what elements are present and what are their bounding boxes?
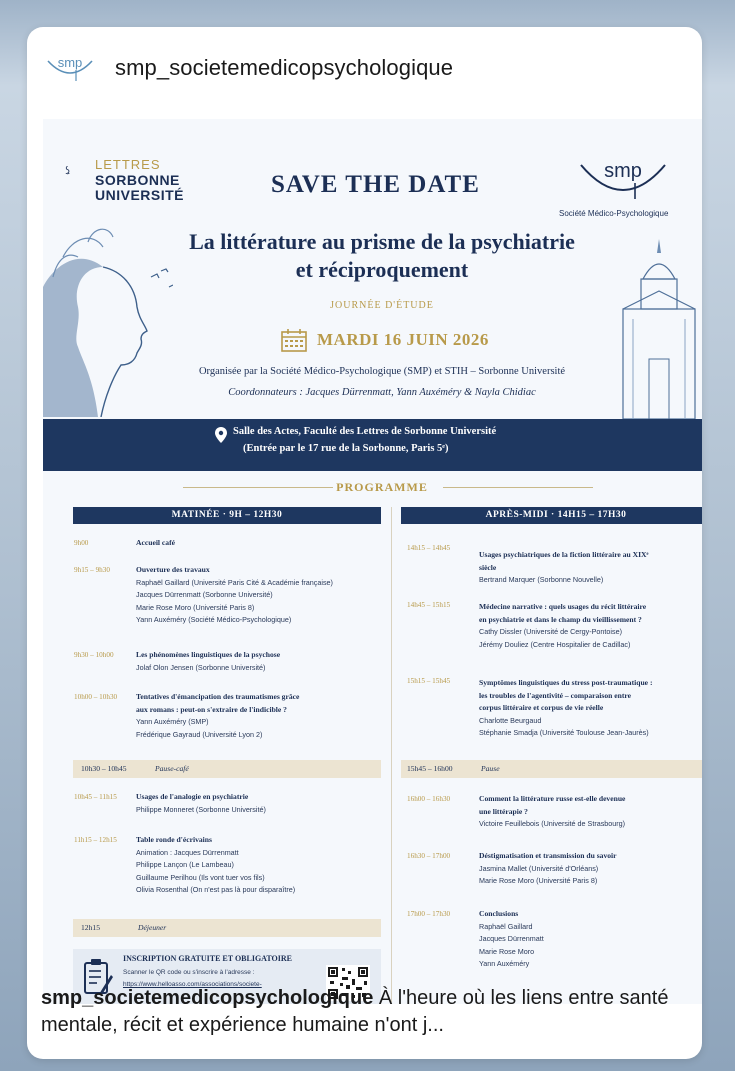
item-title: Usages psychiatriques de la fiction littéraire au XIXᵉ <box>479 550 649 559</box>
item-title: Les phénomènes linguistiques de la psychose <box>136 650 281 659</box>
venue-line2: (Entrée par le 17 rue de la Sorbonne, Paris 5ᵉ) <box>243 443 449 454</box>
lunch-label: Déjeuner <box>138 923 167 932</box>
item-time: 11h15 – 12h15 <box>74 836 117 844</box>
caption-username[interactable]: smp_societemedicopsychologique <box>41 987 374 1009</box>
item-title-cont: aux romans : peut-on s'extraire de l'indicible ? <box>136 704 287 714</box>
item-speaker: Philippe Lançon (Le Lambeau) <box>136 860 234 870</box>
event-title-line2: et réciproquement <box>295 257 469 282</box>
item-time: 9h30 – 10h00 <box>74 651 114 659</box>
pause-label: Pause <box>481 764 500 773</box>
item-speaker: Marie Rose Moro (Université Paris 8) <box>479 876 598 886</box>
item-time: 15h15 – 15h45 <box>407 677 451 685</box>
organiser-line: Organisée par la Société Médico-Psychologique (SMP) et STIH – Sorbonne Université <box>198 366 566 377</box>
item-title: Usages de l'analogie en psychiatrie <box>136 792 249 801</box>
event-date <box>281 325 489 355</box>
post-username[interactable]: smp_societemedicopsychologique <box>115 55 454 80</box>
item-speaker: Raphaël Gaillard (Université Paris Cité & Académie française) <box>136 577 333 587</box>
caption-text: À l'heure où les liens entre santé mentale, récit et expérience humaine n'ont j... <box>41 987 669 1036</box>
item-speaker: Jacques Dürrenmatt (Sorbonne Université) <box>136 590 273 600</box>
item-title: Symptômes linguistiques du stress post-traumatique : <box>479 678 653 687</box>
lunch-bar <box>73 919 381 937</box>
item-speaker: Cathy Dissler (Université de Cergy-Pontoise) <box>479 627 622 637</box>
item-title: Comment la littérature russe est-elle devenue <box>479 794 626 803</box>
item-title: Table ronde d'écrivains <box>136 835 212 844</box>
sorbonne-university-text: UNIVERSITÉ <box>95 187 185 203</box>
item-speaker: Yann Auxéméry <box>479 959 530 969</box>
item-time: 10h45 – 11h15 <box>74 793 117 801</box>
item-speaker: Yann Auxéméry (SMP) <box>136 717 209 727</box>
item-time: 9h00 <box>74 539 89 547</box>
item-speaker: Jacques Dürrenmatt <box>479 934 544 944</box>
item-title-cont: siècle <box>479 562 497 572</box>
registration-link[interactable]: https://www.helloasso.com/associations/societe- <box>123 981 262 988</box>
item-speaker: Stéphanie Smadja (Université Toulouse Jean-Jaurès) <box>479 728 649 738</box>
item-speaker: Philippe Monneret (Sorbonne Université) <box>136 804 266 814</box>
programme-heading: PROGRAMME <box>336 480 428 494</box>
smp-avatar-icon[interactable] <box>42 47 98 87</box>
item-title-cont: une littérapie ? <box>479 806 528 816</box>
svg-text:smp: smp <box>604 160 642 182</box>
svg-text:smp: smp <box>57 55 83 70</box>
pause-label: Pause-café <box>155 764 189 773</box>
item-time: 14h45 – 15h15 <box>407 601 451 609</box>
item-speaker: Bertrand Marquer (Sorbonne Nouvelle) <box>479 575 604 585</box>
item-speaker: Jérémy Douliez (Centre Hospitalier de Cadillac) <box>479 639 631 649</box>
item-time: 9h15 – 9h30 <box>74 566 110 574</box>
item-time: 14h15 – 14h45 <box>407 544 451 552</box>
item-title: Médecine narrative : quels usages du récit littéraire <box>479 602 647 611</box>
pause-time: 15h45 – 16h00 <box>407 764 453 773</box>
item-speaker: Frédérique Gayraud (Université Lyon 2) <box>136 729 263 739</box>
event-title-line1: La littérature au prisme de la psychiatrie <box>189 229 575 254</box>
item-speaker: Marie Rose Moro (Université Paris 8) <box>136 602 255 612</box>
item-title: Accueil café <box>136 538 176 547</box>
item-title: Déstigmatisation et transmission du savoir <box>479 851 617 860</box>
item-speaker: Jasmina Mallet (Université d'Orléans) <box>479 863 599 873</box>
instagram-post-card <box>27 27 702 1059</box>
column-divider <box>391 507 392 1002</box>
post-header <box>27 27 702 109</box>
item-title: Ouverture des travaux <box>136 565 210 574</box>
item-title-cont: en psychiatrie et dans le champ du vieillissement ? <box>479 614 642 624</box>
item-time: 17h00 – 17h30 <box>407 910 451 918</box>
item-speaker: Charlotte Beurgaud <box>479 715 542 725</box>
item-title-cont: les troubles de l'agentivité – comparaison entre <box>479 690 632 700</box>
sorbonne-name-text: SORBONNE <box>95 172 180 188</box>
save-the-date-heading: SAVE THE DATE <box>271 171 480 198</box>
lunch-time: 12h15 <box>81 923 100 932</box>
coordinators-line: Coordonnateurs : Jacques Dürrenmatt, Yann Auxéméry & Nayla Chidiac <box>228 387 536 398</box>
item-speaker: Marie Rose Moro <box>479 946 535 956</box>
event-poster-image <box>43 119 702 1004</box>
item-speaker: Victoire Feuillebois (Université de Strasbourg) <box>479 819 626 829</box>
calendar-icon <box>281 328 307 352</box>
item-time: 10h00 – 10h30 <box>74 693 118 701</box>
venue-line1: Salle des Actes, Faculté des Lettres de Sorbonne Université <box>233 426 497 437</box>
afternoon-header: APRÈS-MIDI · 14H15 – 17H30 <box>401 507 702 524</box>
registration-text: Scanner le QR code ou s'inscrire à l'adresse : <box>123 969 255 976</box>
item-time: 16h00 – 16h30 <box>407 795 451 803</box>
item-time: 16h30 – 17h00 <box>407 852 451 860</box>
smp-logo-icon <box>573 155 673 215</box>
pause-time: 10h30 – 10h45 <box>81 764 127 773</box>
registration-title: INSCRIPTION GRATUITE ET OBLIGATOIRE <box>123 954 293 963</box>
event-subtitle: JOURNÉE D'ÉTUDE <box>330 300 434 311</box>
item-speaker: Raphaël Gaillard <box>479 921 533 931</box>
morning-header: MATINÉE · 9H – 12H30 <box>73 507 381 524</box>
item-title: Tentatives d'émancipation des traumatismes grâce <box>136 692 300 701</box>
sorbonne-lettres-text: LETTRES <box>95 157 161 172</box>
post-caption[interactable] <box>27 985 702 1039</box>
sorbonne-logo-icon <box>65 151 91 193</box>
item-title: Conclusions <box>479 909 519 918</box>
item-speaker: Yann Auxéméry (Société Médico-Psychologique) <box>136 615 292 625</box>
item-speaker: Jolaf Olon Jensen (Sorbonne Université) <box>136 662 266 672</box>
item-speaker: Guillaume Perilhou (Ils vont tuer vos fils) <box>136 872 265 882</box>
item-title-cont: corpus littéraire et corpus de vie réelle <box>479 703 604 713</box>
item-speaker: Olivia Rosenthal (On n'est pas là pour disparaître) <box>136 885 296 895</box>
event-date-text: MARDI 16 JUIN 2026 <box>317 330 489 349</box>
smp-subtitle-text: Société Médico-Psychologique <box>559 209 669 218</box>
location-pin-icon <box>215 427 227 443</box>
item-speaker: Animation : Jacques Dürrenmatt <box>136 847 239 857</box>
